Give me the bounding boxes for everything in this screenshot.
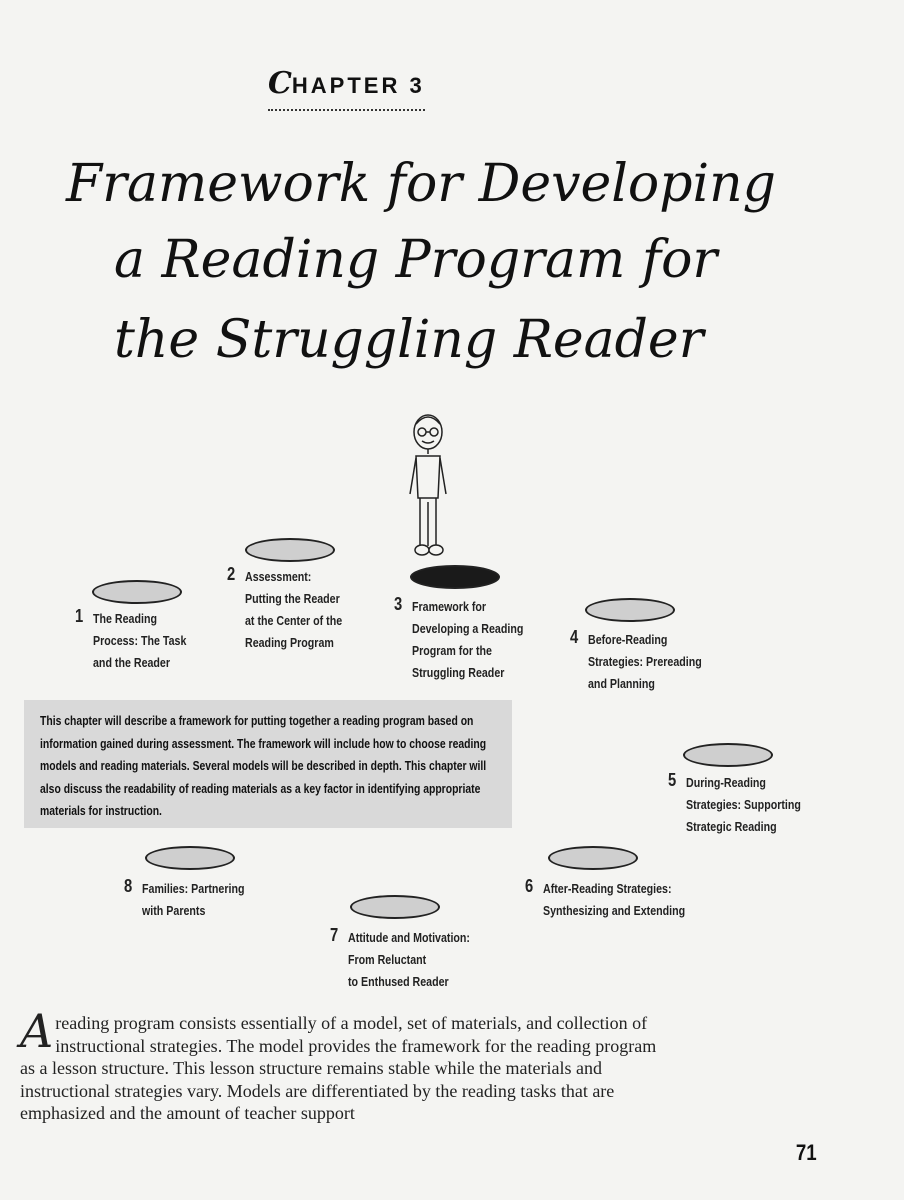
chapter-rest: HAPTER 3 [291, 73, 425, 98]
step-6-number: 6 [524, 876, 534, 896]
step-4-label: Before-Reading Strategies: Prereading and Planning [588, 632, 702, 691]
step-8-oval [145, 846, 235, 870]
step-5 [667, 770, 801, 838]
chapter-title-line-1: Framework for Developing [66, 154, 776, 214]
step-3 [393, 594, 524, 684]
step-3-number: 3 [393, 594, 403, 614]
step-4-number: 4 [569, 627, 579, 647]
chapter-summary-text: This chapter will describe a framework for putting together a reading program based on information gained during assessment. The framework will include how to choose reading models and reading materials. Several models will be described in depth. This chapter will also discuss the readability of reading materials as a key factor in identifying appropriate materials for instruction. [40, 713, 487, 818]
step-2-label: Assessment: Putting the Reader at the Center of the Reading Program [245, 569, 343, 650]
chapter-initial: C [268, 66, 292, 101]
step-2-oval [245, 538, 335, 562]
body-paragraph [20, 1004, 660, 1125]
step-1-label: The Reading Process: The Task and the Reader [93, 611, 187, 670]
step-4 [569, 627, 702, 695]
step-2 [226, 564, 343, 654]
step-6-label: After-Reading Strategies: Synthesizing and Extending [543, 881, 686, 918]
chapter-title-line-2: a Reading Program for [114, 230, 718, 290]
drop-cap: A [20, 1004, 54, 1058]
step-1 [74, 606, 187, 674]
step-5-label: During-Reading Strategies: Supporting Strategic Reading [686, 775, 801, 834]
step-3-oval [410, 565, 500, 589]
step-8-label: Families: Partnering with Parents [142, 881, 245, 918]
step-1-oval [92, 580, 182, 604]
reader-figure-illustration [398, 410, 458, 560]
page-number: 71 [795, 1140, 817, 1165]
chapter-label [268, 66, 425, 111]
step-1-number: 1 [74, 606, 84, 626]
step-6 [524, 876, 686, 922]
step-3-label: Framework for Developing a Reading Program for the Struggling Reader [412, 599, 524, 680]
step-7-oval [350, 895, 440, 919]
step-2-number: 2 [226, 564, 236, 584]
chapter-title-line-3: the Struggling Reader [114, 310, 704, 370]
step-5-oval [683, 743, 773, 767]
step-7 [329, 925, 470, 993]
body-paragraph-text: reading program consists essentially of a model, set of materials, and collection of instructional strategies. The model provides the framework for the reading program as a lesson structure. This lesson structure remains stable while the materials and instructional strategies vary. Models are differentiated by the reading tasks that are emphasized and the amount of teacher support [20, 1013, 657, 1123]
step-6-oval [548, 846, 638, 870]
step-4-oval [585, 598, 675, 622]
step-5-number: 5 [667, 770, 677, 790]
step-8-number: 8 [123, 876, 133, 896]
step-8 [123, 876, 245, 922]
step-7-label: Attitude and Motivation: From Reluctant to Enthused Reader [348, 930, 470, 989]
step-7-number: 7 [329, 925, 339, 945]
